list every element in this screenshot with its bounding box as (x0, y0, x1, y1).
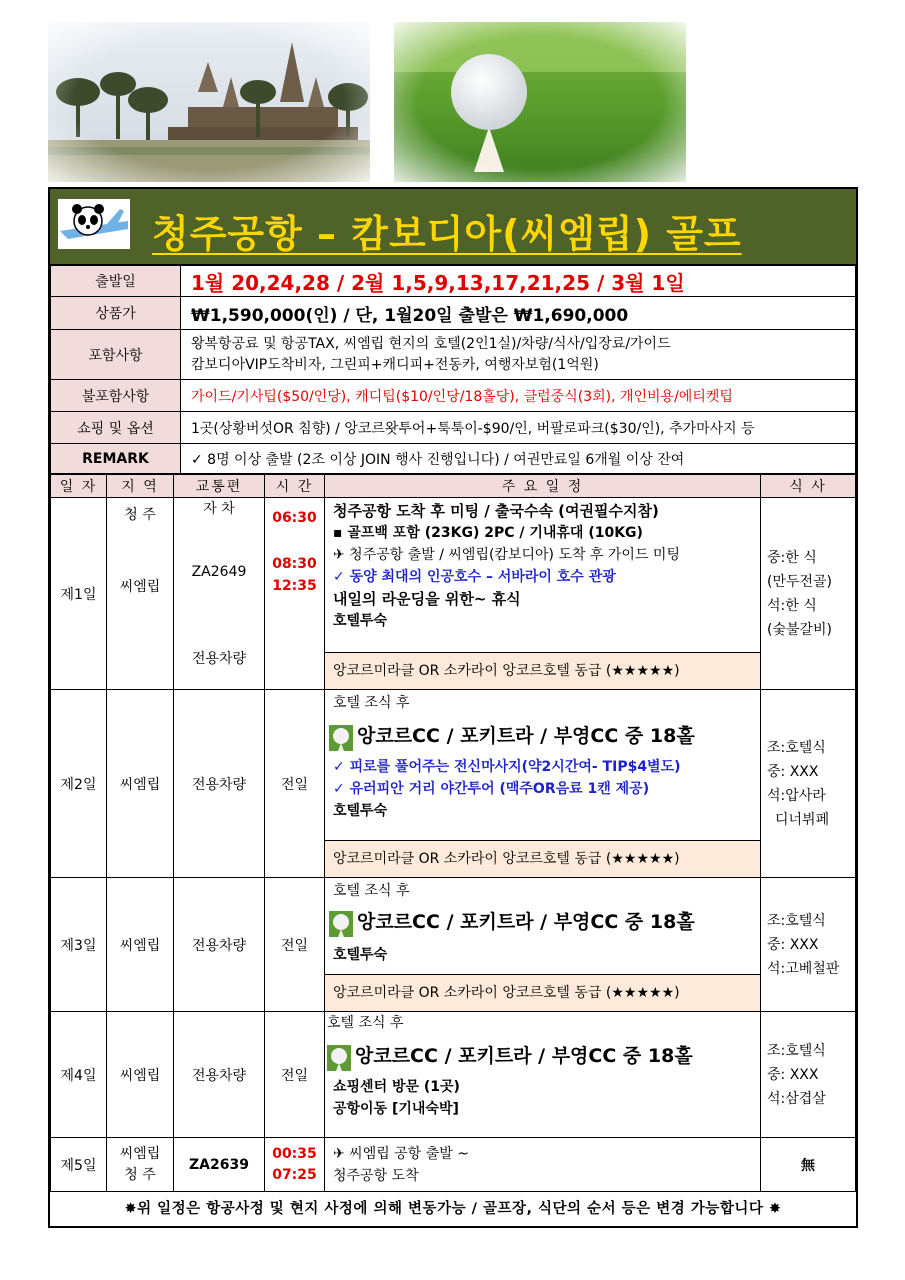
day-row (51, 498, 856, 690)
meal-text: 無 (761, 1138, 856, 1192)
itinerary-line: 호텔투숙 (333, 803, 388, 819)
meal-text: (숯불갈비) (767, 621, 833, 638)
itinerary-cell (325, 878, 761, 1012)
itinerary-line: ✈ 씨엠립 공항 출발 ~ (333, 1145, 469, 1162)
info-row-excluded (51, 380, 856, 412)
region-text: 씨엠립 (107, 878, 174, 1012)
transport-text: 전용차량 (191, 651, 247, 667)
meal-cell (761, 690, 856, 878)
info-table (50, 265, 856, 474)
title-bar (50, 189, 856, 265)
info-label: 포함사항 (51, 330, 181, 380)
golf-course-text: 앙코르CC / 포키트라 / 부영CC 중 18홀 (355, 1045, 693, 1067)
transport-text: 전용차량 (174, 690, 265, 878)
shopping-value: 1곳(상황버섯OR 침향) / 앙코르왓투어+툭툭이-$90/인, 버팔로파크($30/인), 추가마사지 등 (181, 412, 856, 444)
day-label: 제3일 (51, 878, 107, 1012)
region-text: 씨엠립 (107, 1012, 174, 1138)
itinerary-cell (325, 498, 761, 690)
excluded-value: 가이드/기사팁($50/인당), 캐디팁($10/인당/18홀당), 클럽중식(3회), 개인비용/에티켓팁 (181, 380, 856, 412)
info-row-remark (51, 444, 856, 474)
meal-text: 중: XXX (767, 1066, 819, 1083)
time-text: 00:35 (272, 1145, 317, 1162)
golf-ball-icon (329, 911, 353, 937)
included-line: 캄보디아VIP도착비자, 그린피+캐디피+전동카, 여행자보험(1억원) (191, 356, 599, 373)
itinerary-line: ▪ 골프백 포함 (23KG) 2PC / 기내휴대 (10KG) (333, 525, 643, 541)
angkor-wat-photo (48, 22, 370, 182)
itinerary-line: 청주공항 도착 (333, 1167, 419, 1184)
schedule-table (50, 474, 856, 1192)
meal-cell (761, 498, 856, 690)
hotel-line: 앙코르미라클 OR 소카라이 앙코르호텔 동급 (★★★★★) (325, 974, 760, 1011)
time-text: 07:25 (272, 1166, 317, 1183)
region-text: 청 주 (124, 507, 156, 523)
meal-text: 중: XXX (767, 936, 819, 953)
time-cell (265, 1138, 325, 1192)
golf-ball-photo (394, 22, 686, 182)
info-label: 출발일 (51, 266, 181, 297)
golf-course-text: 앙코르CC / 포키트라 / 부영CC 중 18홀 (357, 911, 695, 933)
golf-line (329, 904, 760, 940)
transport-text: ZA2649 (191, 564, 247, 580)
golf-ball-icon (329, 725, 353, 751)
region-text: 청 주 (124, 1166, 156, 1183)
meal-cell (761, 878, 856, 1012)
day-row (51, 1138, 856, 1192)
header-itinerary: 주 요 일 정 (325, 475, 761, 498)
itinerary-lines (325, 878, 760, 974)
meal-text: 조:호텔식 (767, 912, 826, 929)
header-meals: 식 사 (761, 475, 856, 498)
departure-dates: 1월 20,24,28 / 2월 1,5,9,13,17,21,25 / 3월 1일 (181, 266, 856, 297)
itinerary-line: 호텔 조식 후 (333, 883, 410, 899)
meal-text: (만두전골) (767, 573, 833, 590)
itinerary-line: 내일의 라운딩을 위한~ 휴식 (333, 590, 521, 608)
itinerary-line: 호텔 조식 후 (333, 695, 410, 711)
itinerary-line: ✓ 피로를 풀어주는 전신마사지(약2시간여- TIP$4별도) (333, 759, 681, 775)
time-text: 06:30 (272, 510, 317, 526)
header-region: 지 역 (107, 475, 174, 498)
included-value (181, 330, 856, 380)
transport-text: 전용차량 (174, 1012, 265, 1138)
info-row-price (51, 297, 856, 330)
golf-ball-icon (327, 1045, 351, 1071)
footer-notice: ✸위 일정은 항공사정 및 현지 사정에 의해 변동가능 / 골프장, 식단의 순서 등은 변경 가능합니다 ✸ (124, 1201, 782, 1217)
meal-text: 석:고베철판 (767, 960, 840, 977)
itinerary-frame (48, 187, 858, 1228)
region-text: 씨엠립 (119, 579, 161, 595)
itinerary-line: 청주공항 도착 후 미팅 / 출국수속 (여권필수지참) (333, 502, 659, 520)
time-text: 전일 (265, 1012, 325, 1138)
header-date: 일 자 (51, 475, 107, 498)
info-label: 불포함사항 (51, 380, 181, 412)
itinerary-line: 호텔 조식 후 (327, 1015, 404, 1031)
itinerary-line: 공항이동 [기내숙박] (333, 1101, 459, 1117)
day-row (51, 1012, 856, 1138)
region-text: 씨엠립 (119, 1145, 161, 1162)
itinerary-line: ✓ 유러피안 거리 야간투어 (맥주OR음료 1캔 제공) (333, 781, 650, 797)
schedule-header (51, 475, 856, 498)
region-cell (107, 1138, 174, 1192)
itinerary-cell (325, 1138, 761, 1192)
meal-text: 중:한 식 (767, 549, 817, 566)
info-label: REMARK (51, 444, 181, 474)
time-text: 08:30 (272, 556, 317, 572)
hotel-line: 앙코르미라클 OR 소카라이 앙코르호텔 동급 (★★★★★) (325, 840, 760, 877)
itinerary-lines (325, 1012, 760, 1120)
header-time: 시 간 (265, 475, 325, 498)
meal-text: 석:압사라 (767, 787, 826, 804)
region-cell (107, 498, 174, 690)
itinerary-line: ✈ 청주공항 출발 / 씨엠립(캄보디아) 도착 후 가이드 미팅 (333, 547, 680, 563)
day-label: 제1일 (51, 498, 107, 690)
info-row-shopping (51, 412, 856, 444)
golf-course-text: 앙코르CC / 포키트라 / 부영CC 중 18홀 (357, 725, 695, 747)
page-title: 청주공항 – 캄보디아(씨엠립) 골프 (152, 212, 742, 256)
remark-value: ✓ 8명 이상 출발 (2조 이상 JOIN 행사 진행입니다) / 여권만료일 6개월 이상 잔여 (181, 444, 856, 474)
transport-text: 전용차량 (174, 878, 265, 1012)
meal-text: 석:삼겹살 (767, 1090, 826, 1107)
itinerary-line: 호텔투숙 (333, 947, 388, 963)
day-label: 제2일 (51, 690, 107, 878)
transport-cell (174, 498, 265, 690)
itinerary-line: ✓ 동양 최대의 인공호수 – 서바라이 호수 관광 (333, 569, 616, 585)
day-row (51, 878, 856, 1012)
meal-cell (761, 1012, 856, 1138)
itinerary-cell (325, 690, 761, 878)
itinerary-cell (325, 1012, 761, 1138)
meal-text: 조:호텔식 (767, 1042, 826, 1059)
info-row-included (51, 330, 856, 380)
time-text: 전일 (265, 690, 325, 878)
info-row-departure (51, 266, 856, 297)
info-label: 쇼핑 및 옵션 (51, 412, 181, 444)
day-row (51, 690, 856, 878)
hotel-line: 앙코르미라클 OR 소카라이 앙코르호텔 동급 (★★★★★) (325, 652, 760, 689)
day-label: 제4일 (51, 1012, 107, 1138)
itinerary-lines (325, 498, 760, 652)
info-label: 상품가 (51, 297, 181, 330)
meal-text: 중: XXX (767, 763, 819, 780)
itinerary-line: 호텔투숙 (333, 613, 388, 629)
golf-line (327, 1038, 760, 1074)
itinerary-line: 쇼핑센터 방문 (1곳) (333, 1079, 460, 1095)
time-text: 12:35 (272, 578, 317, 594)
header-transport: 교통편 (174, 475, 265, 498)
panda-airplane-icon (58, 199, 130, 249)
meal-text: 조:호텔식 (767, 739, 826, 756)
day-label: 제5일 (51, 1138, 107, 1192)
meal-text: 디너뷔페 (775, 811, 830, 828)
meal-text: 석:한 식 (767, 597, 817, 614)
time-text: 전일 (265, 878, 325, 1012)
itinerary-lines (325, 690, 760, 840)
golf-line (329, 718, 760, 754)
included-line: 왕복항공료 및 항공TAX, 씨엠립 현지의 호텔(2인1실)/차량/식사/입장료/가이드 (191, 335, 671, 352)
transport-text: ZA2639 (174, 1138, 265, 1192)
price-value: ₩1,590,000(인) / 단, 1월20일 출발은 ₩1,690,000 (181, 297, 856, 330)
transport-text: 자 차 (203, 501, 235, 517)
time-cell (265, 498, 325, 690)
region-text: 씨엠립 (107, 690, 174, 878)
